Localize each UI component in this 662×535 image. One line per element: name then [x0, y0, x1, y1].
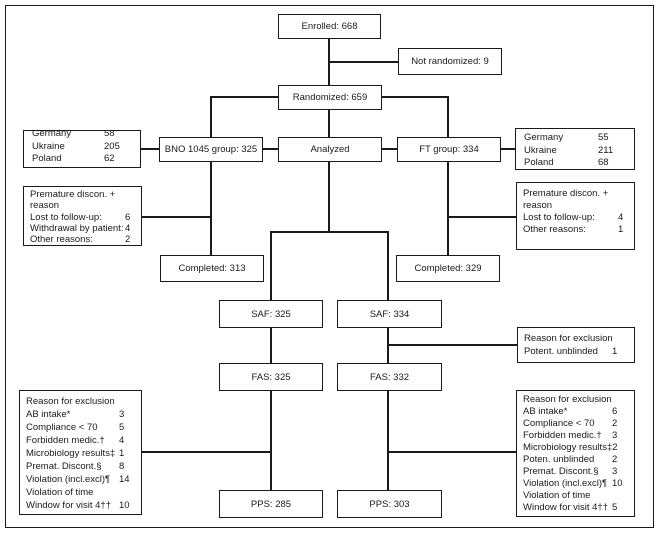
node-completed-right [396, 255, 500, 282]
node-fas-right [337, 363, 442, 391]
connector-line [387, 231, 389, 300]
table-row: AB intake* 6 [523, 406, 618, 417]
table-row: Reason for exclusion [523, 394, 612, 405]
table-row: Premature discon. + [523, 188, 609, 199]
table-row: Forbidden medic.† 4 [26, 435, 125, 446]
box-countries-right [515, 128, 635, 170]
node-label: FAS: 325 [251, 371, 291, 383]
table-row: Other reasons: 2 [30, 234, 131, 246]
box-countries-left [23, 130, 141, 168]
table-row: Microbiology results‡ 2 [523, 442, 618, 453]
connector-line [387, 389, 389, 490]
box-exclusion-fas-left [19, 390, 142, 515]
table-row: Reason for exclusion [524, 333, 613, 344]
node-analyzed [278, 137, 382, 162]
node-randomized [278, 85, 382, 110]
table-row: Poland 68 [524, 157, 609, 168]
table-row: Violation of time [523, 490, 591, 501]
connector-line [387, 344, 517, 346]
connector-line [499, 148, 515, 150]
table-row: Poten. unblinded 2 [523, 454, 618, 465]
node-ft-group [397, 137, 501, 162]
node-enrolled [278, 14, 381, 39]
node-pps-left [219, 490, 323, 518]
table-row: Violation (incl.excl)¶ 10 [523, 478, 623, 489]
connector-line [447, 216, 516, 218]
connector-line [270, 326, 272, 363]
connector-line [328, 61, 398, 63]
node-label: Completed: 313 [178, 263, 246, 274]
table-row: Forbidden medic.† 3 [523, 430, 618, 441]
box-exclusion-saf-right [517, 327, 635, 363]
connector-line [387, 451, 516, 453]
table-row: Germany 58 [32, 130, 115, 139]
table-row: Lost to follow-up: 4 [523, 212, 624, 223]
table-row: Window for visit 4†† 10 [26, 500, 130, 511]
connector-line [142, 451, 270, 453]
table-row: Ukraine 211 [524, 144, 614, 156]
connector-line [142, 216, 210, 218]
node-label: PPS: 303 [369, 498, 410, 510]
connector-line [210, 160, 212, 255]
node-label: Enrolled: 668 [301, 21, 358, 32]
node-saf-left [219, 300, 323, 328]
node-pps-right [337, 490, 442, 518]
table-row: Premat. Discont.§ 3 [523, 466, 618, 477]
connector-line [380, 96, 448, 98]
node-label: Randomized: 659 [292, 92, 368, 103]
node-not-randomized [398, 48, 502, 75]
connector-line [447, 96, 449, 137]
table-row: Lost to follow-up: 6 [30, 211, 131, 223]
node-label: PPS: 285 [250, 498, 292, 510]
table-row: Compliance < 70 2 [523, 418, 618, 429]
table-row: Poland 62 [32, 153, 115, 164]
connector-line [447, 160, 449, 255]
node-label: FAS: 332 [369, 371, 410, 383]
connector-line [270, 389, 272, 490]
node-saf-right [337, 300, 442, 328]
connector-line [270, 231, 272, 300]
table-row: Premature discon. + [30, 189, 116, 200]
table-row: Compliance < 70 5 [26, 422, 125, 433]
node-completed-left [160, 255, 264, 282]
connector-line [141, 148, 159, 150]
table-row: Other reasons: 1 [523, 224, 624, 235]
table-row: Violation (incl.excl)¶ 14 [26, 474, 130, 485]
table-row: Reason for exclusion [26, 396, 115, 407]
table-row: Microbiology results‡ 1 [26, 448, 125, 459]
connector-line [261, 148, 278, 150]
connector-line [328, 108, 330, 137]
table-row: Ukraine 205 [32, 140, 120, 152]
node-label: Not randomized: 9 [411, 56, 489, 67]
table-row: Violation of time [26, 487, 94, 498]
connector-line [380, 148, 397, 150]
box-exclusion-fas-right [516, 390, 635, 517]
box-premature-left [23, 186, 142, 246]
connector-line [210, 96, 212, 137]
node-bno-group [159, 137, 263, 162]
table-row: reason [30, 200, 60, 212]
table-row: AB intake* 3 [26, 409, 125, 420]
table-row: Premat. Discont.§ 8 [26, 461, 125, 472]
table-row: Germany 55 [524, 132, 609, 143]
node-label: SAF: 325 [251, 308, 291, 320]
table-row: Withdrawal by patient: 4 [30, 222, 131, 234]
table-row: Potent. unblinded 1 [524, 346, 618, 357]
node-label: SAF: 334 [369, 308, 410, 320]
connector-line [270, 231, 388, 233]
box-premature-right [516, 182, 635, 250]
node-label: BNO 1045 group: 325 [164, 144, 258, 155]
connector-line [210, 96, 278, 98]
node-label: Completed: 329 [414, 263, 482, 274]
node-fas-left [219, 363, 323, 391]
table-row: Window for visit 4†† 5 [523, 502, 618, 513]
connector-line [328, 160, 330, 232]
node-label: Analyzed [310, 144, 350, 155]
node-label: FT group: 334 [419, 144, 479, 155]
table-row: reason [523, 200, 553, 211]
